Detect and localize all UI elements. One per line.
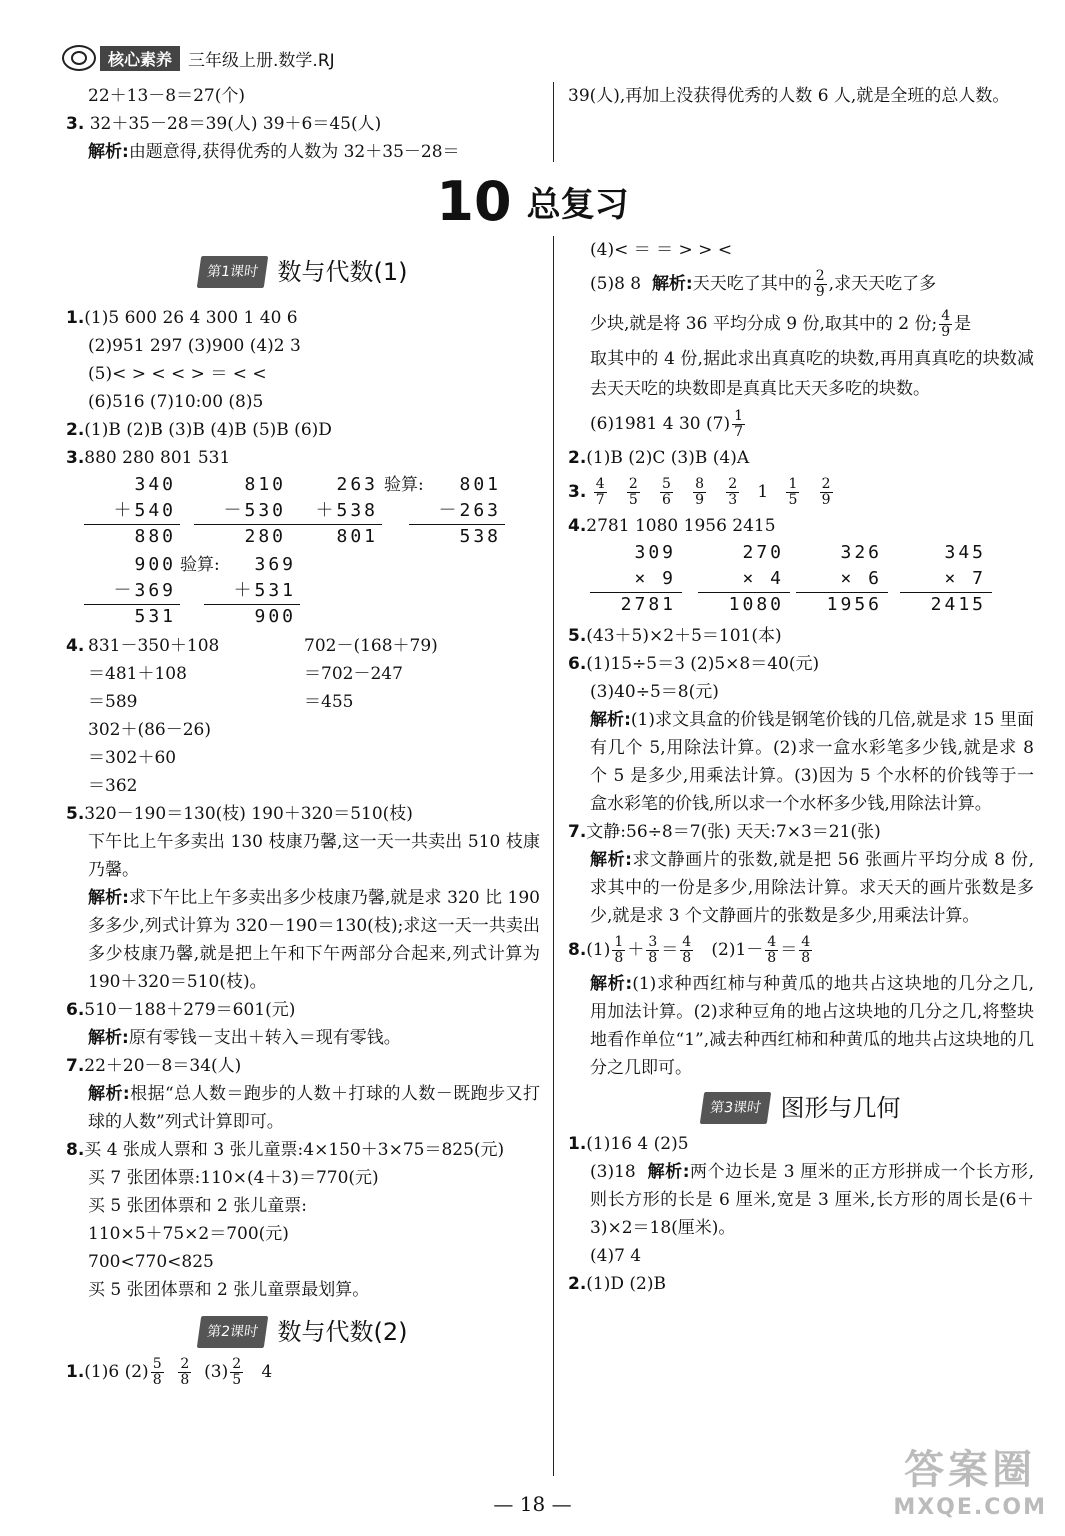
analysis-text: 求文静画片的张数,就是把 56 张画片平均分成 8 份,求其中的一份是多少,用除法计算。求天天的画片张数是多少,就是求 3 个文静画片的张数是多少,用乘法计算。 xyxy=(590,850,1034,926)
answer-line: (43＋5)×2＋5＝101(本) xyxy=(586,626,782,646)
calculation-steps: 4. 831－350＋108 ＝481＋108 ＝589 702－(168＋79) ＝702－247 ＝455 xyxy=(66,632,540,716)
answer-line: (2)951 297 (3)900 (4)2 3 xyxy=(88,336,301,356)
analysis-label: 解析: xyxy=(88,888,129,908)
step-line: ＝455 xyxy=(304,692,354,712)
answer-line: (5)8 8 xyxy=(590,274,642,294)
answer-line: 32＋35－28＝39(人) 39＋6＝45(人) xyxy=(89,114,382,134)
step-line: 702－(168＋79) xyxy=(304,636,438,656)
page-number: — 18 — xyxy=(493,1492,572,1516)
left-column: 第1课时 数与代数(1) 1.(1)5 600 26 4 300 1 40 6 (2)951 297 (3)900 (4)2 3 (5)< > < < > ＝ < < (6)516 (7)10:00 (8)5 2.(1)B (2)B (3)B (4)B (5)B (6)D 3.880 280 801 531 340 ＋540 880 810 －530 280 263 ＋538 801 验算: 801 －263 538 900 －369 531 验算: 369 ＋531 900 4. 831－350＋108 ＝481＋108 ＝589 702－(168＋79) ＝702－247 ＝455 302＋(86－26) ＝302＋60 ＝362 5.320－190＝130(枝) 190＋320＝510(枝) 下午比上午多卖出 130 枝康乃馨,这一天一共卖出 510 枝康乃馨。 解析:求下午比上午多卖出多少枝康乃馨,就是求 320 比 190 多多少,列式计算为 320－190＝130(枝);求这一天一共卖出多少枝康乃馨,就是把上午和下午两部分合起来,列式计算为 190＋320＝510(枝)。 6.510－188＋279＝601(元) 解析:原有零钱－支出＋转入＝现有零钱。 7.22＋20－8＝34(人) 解析:根据“总人数＝跑步的人数＋打球的人数－既跑步又打球的人数”列式计算即可。 8.买 4 张成人票和 3 张儿童票:4×150＋3×75＝825(元) 买 7 张团体票:110×(4＋3)＝770(元) 买 5 张团体票和 2 张儿童票: 110×5＋75×2＝700(元) 700<770<825 买 5 张团体票和 2 张儿童票最划算。 第2课时 数与代数(2) 1.(1)6 (2) $\frac{5}{8}$ $\frac{2}{8}$ (3) $\frac{2}{5}$ 4 xyxy=(66,250,540,1390)
analysis-label: 解析: xyxy=(88,142,129,162)
check-label: 验算: xyxy=(384,475,424,495)
answer-line: (6)516 (7)10:00 (8)5 xyxy=(88,392,264,412)
calc-result: 900 xyxy=(254,606,296,627)
calc-operand: －369 xyxy=(113,580,176,601)
analysis-text: (1)求种西红柿与种黄瓜的地共占这块地的几分之几,用加法计算。(2)求种豆角的地占这块地的几分之几,将整块地看作单位“1”,减去种西红柿和种黄瓜的地共占这块地的几分之几即可。 xyxy=(590,974,1034,1078)
calc-result: 531 xyxy=(134,606,176,627)
section-title: 图形与几何 xyxy=(780,1094,901,1122)
step-line: 302＋(86－26) xyxy=(88,720,211,740)
calc-operand: 900 xyxy=(134,554,176,575)
answer-line: 700<770<825 xyxy=(88,1252,214,1272)
chapter-name: 总复习 xyxy=(526,185,629,225)
answer-line: (1)B (2)C (3)B (4)A xyxy=(586,448,750,468)
analysis-text: 少块,就是将 36 平均分成 9 份,取其中的 2 份; xyxy=(590,314,938,334)
calc-operand: 263 xyxy=(336,474,378,495)
step-line: ＝589 xyxy=(88,692,138,712)
section-heading xyxy=(568,1086,1034,1130)
calc-operand: ＋538 xyxy=(315,500,378,521)
lesson-badge: 第1课时 xyxy=(196,256,267,288)
step-line: 831－350＋108 xyxy=(88,636,220,656)
analysis-label: 解析: xyxy=(590,710,631,730)
calc-operand: 369 xyxy=(254,554,296,575)
calc-result: 880 xyxy=(134,526,176,547)
watermark: 答案圈 MXQE.COM xyxy=(893,1447,1047,1520)
calc-operand: ＋540 xyxy=(113,500,176,521)
answer-line: (1)5 600 26 4 300 1 40 6 xyxy=(84,308,298,328)
multiplication-calculations: 309 × 9 2781 270 × 4 1080 326 × 6 1956 345 × 7 2415 xyxy=(568,540,1034,622)
calc-operand: 810 xyxy=(244,474,286,495)
analysis-text: 求下午比上午多卖出多少枝康乃馨,就是求 320 比 190 多多少,列式计算为 320－190＝130(枝);求这一天一共卖出多少枝康乃馨,就是把上午和下午两部分合起来,列式计算为 190＋320＝510(枝)。 xyxy=(88,888,540,992)
chapter-number: 10 xyxy=(436,170,512,233)
answer-line: (1)D (2)B xyxy=(586,1274,666,1294)
top-right-block xyxy=(568,82,1034,110)
calc-operand: 801 xyxy=(459,474,501,495)
answer-line: 510－188＋279＝601(元) xyxy=(84,1000,296,1020)
answer-line: (3)40÷5＝8(元) xyxy=(590,682,719,702)
lesson-badge: 第3课时 xyxy=(699,1092,770,1124)
analysis-label: 解析: xyxy=(651,274,693,294)
analysis-text: 由题意得,获得优秀的人数为 32＋35－28＝ xyxy=(128,142,460,162)
calc-operand: ＋531 xyxy=(233,580,296,601)
column-divider xyxy=(553,82,554,162)
check-label: 验算: xyxy=(180,555,220,575)
analysis-label: 解析: xyxy=(88,1028,129,1048)
answer-line: (6)1981 4 30 (7) xyxy=(590,414,731,434)
calc-operand: 340 xyxy=(134,474,176,495)
logo-icon xyxy=(62,45,96,71)
analysis-label: 解析: xyxy=(590,974,633,994)
calc-result: 801 xyxy=(336,526,378,547)
answer-line: (5)< > < < > ＝ < < xyxy=(88,364,267,384)
step-line: ＝702－247 xyxy=(304,664,403,684)
section-title: 数与代数(1) xyxy=(277,258,408,286)
answer-line: 320－190＝130(枝) 190＋320＝510(枝) xyxy=(84,804,413,824)
answer-line: (1)B (2)B (3)B (4)B (5)B (6)D xyxy=(84,420,332,440)
step-line: ＝481＋108 xyxy=(88,664,187,684)
analysis-label: 解析: xyxy=(88,1084,130,1104)
answer-line: (4)7 4 xyxy=(590,1246,642,1266)
analysis-label: 解析: xyxy=(647,1162,690,1182)
analysis-text: 取其中的 4 份,据此求出真真吃的块数,再用真真吃的块数减去天天吃的块数即是真真比天天多吃的块数。 xyxy=(590,349,1034,399)
section-title: 数与代数(2) xyxy=(277,1318,408,1346)
step-line: ＝362 xyxy=(88,776,138,796)
analysis-text: 39(人),再加上没获得优秀的人数 6 人,就是全班的总人数。 xyxy=(568,86,1010,106)
answer-line: 买 4 张成人票和 3 张儿童票:4×150＋3×75＝825(元) xyxy=(84,1140,505,1160)
analysis-text: 根据“总人数＝跑步的人数＋打球的人数－既跑步又打球的人数”列式计算即可。 xyxy=(88,1084,540,1132)
top-left-block xyxy=(66,82,540,166)
answer-line: 880 280 801 531 xyxy=(84,448,231,468)
calc-result: 538 xyxy=(459,526,501,547)
calc-operand: －530 xyxy=(223,500,286,521)
answer-line: (1)6 (2) xyxy=(84,1362,149,1382)
analysis-text: (1)求文具盒的价钱是钢笔价钱的几倍,就是求 15 里面有几个 5,用除法计算。(2)求一盒水彩笔多少钱,就是求 8 个 5 是多少,用乘法计算。(3)因为 5 个水杯的价钱等于一盒水彩笔的价钱,所以求一个水杯多少钱,用除法计算。 xyxy=(590,710,1034,814)
column-divider xyxy=(553,236,554,1476)
analysis-label: 解析: xyxy=(590,850,632,870)
analysis-text: 两个边长是 3 厘米的正方形拼成一个长方形,则长方形的长是 6 厘米,宽是 3 厘米,长方形的周长是(6＋3)×2＝18(厘米)。 xyxy=(590,1162,1034,1238)
page-header xyxy=(62,44,335,72)
answer-line: (4)< ＝ ＝ > > < xyxy=(590,240,733,260)
calc-result: 280 xyxy=(244,526,286,547)
answer-line: 22＋13－8＝27(个) xyxy=(88,86,245,106)
answer-line: (1)16 4 (2)5 xyxy=(586,1134,689,1154)
answer-text: 下午比上午多卖出 130 枝康乃馨,这一天一共卖出 510 枝康乃馨。 xyxy=(88,832,540,880)
chapter-title xyxy=(0,170,1065,233)
book-info: 三年级上册.数学.RJ xyxy=(188,50,335,71)
answer-line: 22＋20－8＝34(人) xyxy=(84,1056,242,1076)
answer-line: 买 5 张团体票和 2 张儿童票最划算。 xyxy=(88,1280,370,1300)
calc-operand: －263 xyxy=(438,500,501,521)
section-heading xyxy=(66,250,540,294)
answer-line: 110×5＋75×2＝700(元) xyxy=(88,1224,289,1244)
vertical-calculations xyxy=(66,472,540,552)
answer-line: (1)15÷5＝3 (2)5×8＝40(元) xyxy=(586,654,820,674)
answer-line: 文静:56÷8＝7(张) 天天:7×3＝21(张) xyxy=(586,822,881,842)
answer-line: 买 7 张团体票:110×(4＋3)＝770(元) xyxy=(88,1168,379,1188)
brand-label: 核心素养 xyxy=(100,46,180,71)
right-column: (4)< ＝ ＝ > > < (5)8 8 解析:天天吃了其中的 $\frac{2}{9}$ ,求天天吃了多 少块,就是将 36 平均分成 9 份,取其中的 2 份; $\frac{4}{9}$ 是 取其中的 4 份,据此求出真真吃的块数,再用真真吃的块数减去天天吃的块数即是真真比天天多吃的块数。 (6)1981 4 30 (7) $\frac{1}{7}$ 2.(1)B (2)C (3)B (4)A 3. $\frac{4}{7}$ $\frac{2}{5}$ $\frac{5}{6}$ $\frac{8}{9}$ $\frac{2}{3}$ 1 $\frac{1}{5}$ $\frac{2}{9}$ 4.2781 1080 1956 2415 309 × 9 2781 270 × 4 1080 326 × 6 1956 345 × 7 2415 5.(43＋5)×2＋5＝101(本) 6.(1)15÷5＝3 (2)5×8＝40(元) (3)40÷5＝8(元) 解析:(1)求文具盒的价钱是钢笔价钱的几倍,就是求 15 里面有几个 5,用除法计算。(2)求一盒水彩笔多少钱,就是求 8 个 5 是多少,用乘法计算。(3)因为 5 个水杯的价钱等于一盒水彩笔的价钱,所以求一个水杯多少钱,用除法计算。 7.文静:56÷8＝7(张) 天天:7×3＝21(张) 解析:求文静画片的张数,就是把 56 张画片平均分成 8 份,求其中的一份是多少,用除法计算。求天天的画片张数是多少,就是求 3 个文静画片的张数是多少,用乘法计算。 8.(1) $\frac{1}{8}$ ＋ $\frac{3}{8}$ ＝ $\frac{4}{8}$ (2)1－ $\frac{4}{8}$ ＝ $\frac{4}{8}$ 解析:(1)求种西红柿与种黄瓜的地共占这块地的几分之几,用加法计算。(2)求种豆角的地占这块地的几分之几,将整块地看作单位“1”,减去种西红柿和种黄瓜的地共占这块地的几分之几即可。 第3课时 图形与几何 1.(1)16 4 (2)5 (3)18 解析:两个边长是 3 厘米的正方形拼成一个长方形,则长方形的长是 6 厘米,宽是 3 厘米,长方形的周长是(6＋3)×2＝18(厘米)。 (4)7 4 2.(1)D (2)B xyxy=(568,236,1034,1298)
answer-line: 买 5 张团体票和 2 张儿童票: xyxy=(88,1196,307,1216)
lesson-badge: 第2课时 xyxy=(196,1316,267,1348)
vertical-calculations xyxy=(66,552,540,632)
section-heading xyxy=(66,1310,540,1354)
answer-line: 2781 1080 1956 2415 xyxy=(586,516,776,536)
calculation-steps xyxy=(66,716,540,800)
question-number: 3. xyxy=(66,114,85,134)
analysis-text: 原有零钱－支出＋转入＝现有零钱。 xyxy=(128,1028,401,1048)
step-line: ＝302＋60 xyxy=(88,748,177,768)
